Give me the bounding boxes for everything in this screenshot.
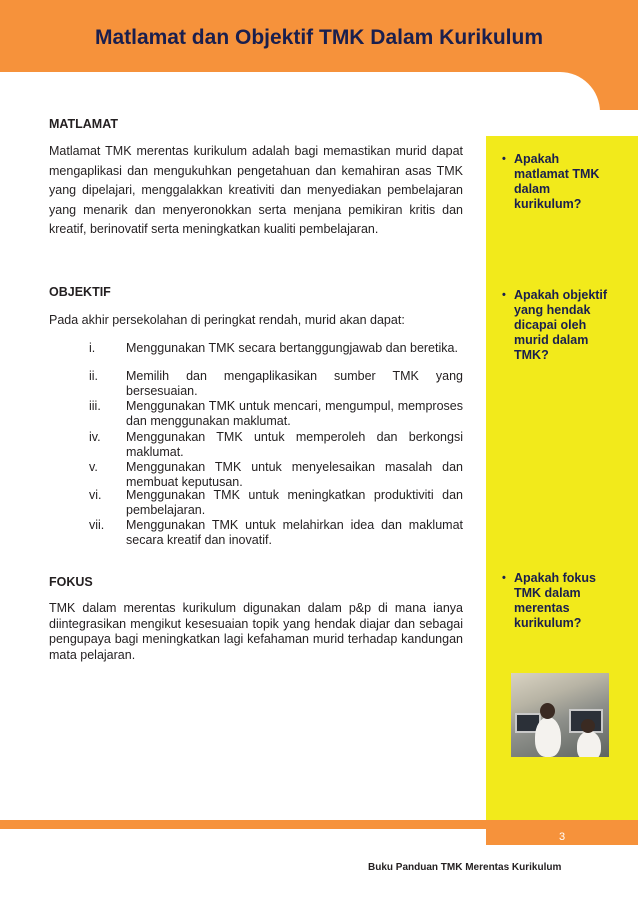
list-text: Menggunakan TMK untuk melahirkan idea dan maklumat secara kreatif dan inovatif. [126, 518, 463, 547]
list-text: Menggunakan TMK secara bertanggungjawab dan beretika. [126, 341, 458, 355]
sidebar-question-fokus: • Apakah fokus TMK dalam merentas kurikulum? [502, 571, 596, 630]
section-heading-fokus: FOKUS [49, 575, 93, 589]
list-text: Menggunakan TMK untuk menyelesaikan masalah dan membuat keputusan. [126, 460, 463, 489]
list-text: Menggunakan TMK untuk memperoleh dan berkongsi maklumat. [126, 430, 463, 459]
student-head [540, 703, 555, 719]
footer-bar [0, 820, 638, 829]
sidebar-question-objektif: • Apakah objektif yang hendak dicapai oleh murid dalam TMK? [502, 288, 608, 362]
list-number: vii. [89, 518, 105, 532]
list-number: ii. [89, 369, 99, 383]
classroom-photo [511, 673, 609, 757]
fokus-paragraph: TMK dalam merentas kurikulum digunakan dalam p&p di mana ianya diintegrasikan mengikut kesesuaian topik yang hendak diajar dan sebagai pengupaya bagi meningkatkan lagi kefahaman murid terhadap kandungan mata pelajaran. [49, 601, 463, 662]
matlamat-paragraph: Matlamat TMK merentas kurikulum adalah bagi memastikan murid dapat mengaplikasi dan mengukuhkan pengetahuan dan kemahiran asas TMK yang dipelajari, menggalakkan kreativiti dan menyediakan pembelajaran yang menarik dan menyeronokkan serta menjana pemikiran kritis dan kreatif, berinovatif serta meningkatkan kualiti pembelajaran. [49, 144, 463, 236]
book-title: Buku Panduan TMK Merentas Kurikulum [368, 862, 562, 873]
objektif-intro: Pada akhir persekolahan di peringkat rendah, murid akan dapat: [49, 313, 405, 327]
student-figure [577, 731, 601, 757]
sidebar-question-matlamat: • Apakah matlamat TMK dalam kurikulum? [502, 152, 600, 211]
list-number: v. [89, 460, 98, 474]
list-text: Menggunakan TMK untuk mencari, mengumpul, memproses dan menggunakan maklumat. [126, 399, 463, 428]
bullet-icon: • [502, 153, 506, 165]
student-figure [535, 717, 561, 757]
list-number: iii. [89, 399, 101, 413]
bullet-icon: • [502, 289, 506, 301]
section-heading-objektif: OBJEKTIF [49, 285, 111, 299]
list-text: Menggunakan TMK untuk meningkatkan produktiviti dan pembelajaran. [126, 488, 463, 517]
list-number: vi. [89, 488, 102, 502]
bullet-icon: • [502, 572, 506, 584]
list-number: iv. [89, 430, 101, 444]
list-number: i. [89, 341, 96, 355]
student-head [581, 719, 595, 733]
page-title: Matlamat dan Objektif TMK Dalam Kurikulum [94, 26, 544, 49]
list-text: Memilih dan mengaplikasikan sumber TMK yang bersesuaian. [126, 369, 463, 398]
section-heading-matlamat: MATLAMAT [49, 117, 118, 131]
page-number: 3 [486, 829, 638, 845]
